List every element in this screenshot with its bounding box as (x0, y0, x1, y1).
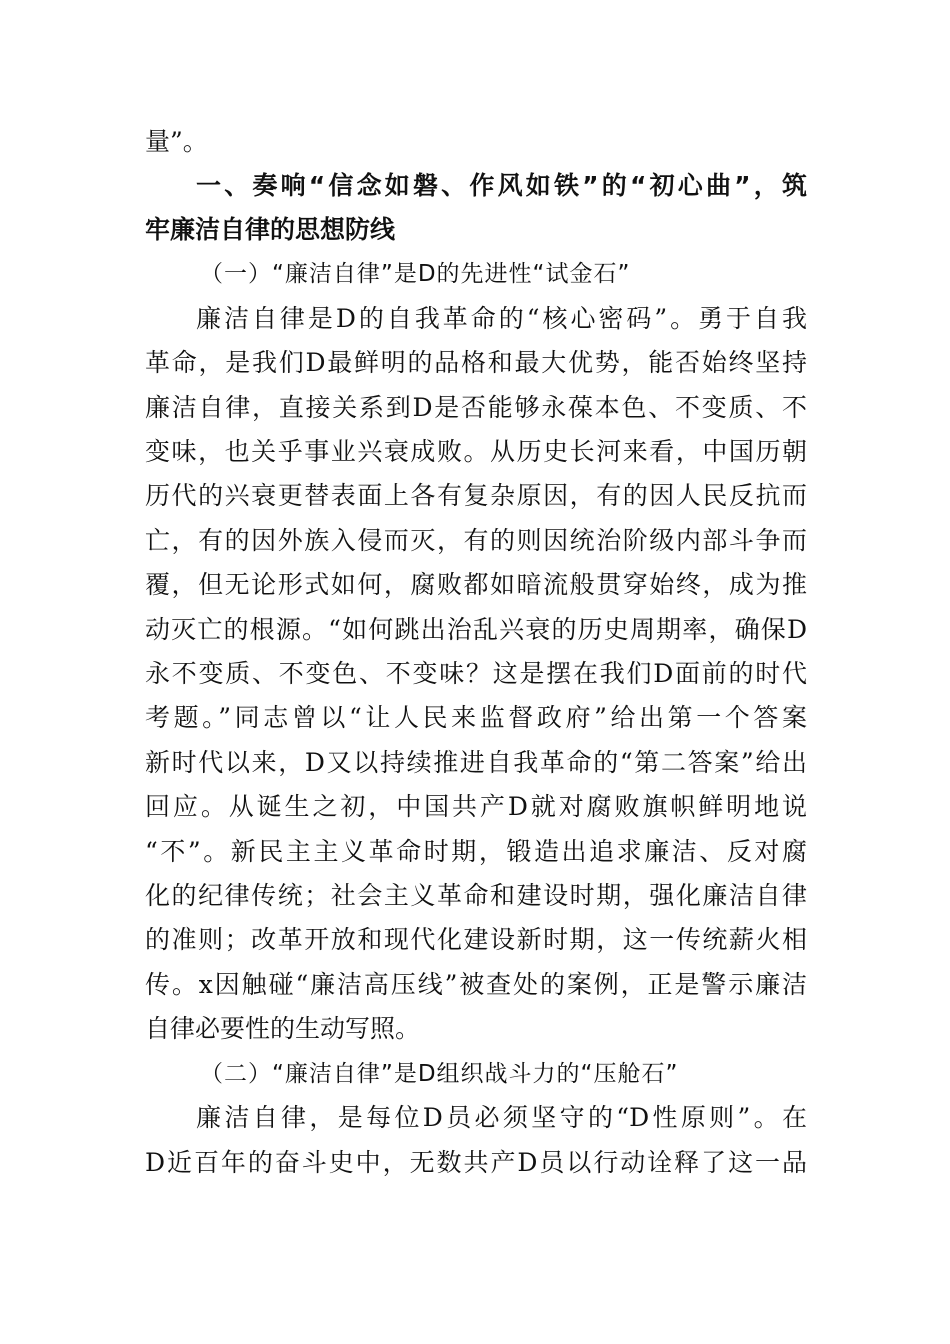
paragraph-1-line-15: 的准则；改革开放和现代化建设新时期，这一传统薪火相 (145, 925, 807, 954)
paragraph-1-line-1: 廉洁自律是D的自我革命的“核心密码”。勇于自我 (196, 304, 807, 333)
paragraph-1-line-3: 廉洁自律，直接关系到D是否能够永葆本色、不变质、不 (145, 393, 807, 422)
paragraph-1-line-2: 革命，是我们D最鲜明的品格和最大优势，能否始终坚持 (145, 348, 807, 377)
paragraph-2-line-2: D近百年的奋斗史中，无数共产D员以行动诠释了这一品 (145, 1148, 807, 1177)
section-heading-1-line-1: 一、奏响“信念如磐、作风如铁”的“初心曲”，筑 (196, 171, 807, 200)
paragraph-tail-line: 量”。 (145, 127, 208, 156)
paragraph-1-line-5: 历代的兴衰更替表面上各有复杂原因，有的因人民反抗而 (145, 481, 807, 510)
paragraph-1-line-14: 化的纪律传统；社会主义革命和建设时期，强化廉洁自律 (145, 881, 807, 910)
paragraph-1-line-12: 回应。从诞生之初，中国共产D就对腐败旗帜鲜明地说 (145, 792, 807, 821)
paragraph-1-line-10: 考题。”同志曾以“让人民来监督政府”给出第一个答案 (145, 703, 807, 732)
subsection-heading-1: （一）“廉洁自律”是D的先进性“试金石” (200, 261, 631, 287)
section-heading-1-line-2: 牢廉洁自律的思想防线 (145, 215, 396, 244)
paragraph-1-line-8: 动灭亡的根源。“如何跳出治乱兴衰的历史周期率，确保D (145, 615, 807, 644)
paragraph-1-line-13: “不”。新民主主义革命时期，锻造出追求廉洁、反对腐 (145, 837, 807, 866)
paragraph-1-line-9: 永不变质、不变色、不变味？这是摆在我们D面前的时代 (145, 659, 807, 688)
paragraph-1-line-7: 覆，但无论形式如何，腐败都如暗流般贯穿始终，成为推 (145, 570, 807, 599)
subsection-heading-2: （二）“廉洁自律”是D组织战斗力的“压舱石” (200, 1061, 679, 1087)
paragraph-1-line-4: 变味，也关乎事业兴衰成败。从历史长河来看，中国历朝 (145, 437, 807, 466)
paragraph-1-line-16: 传。x因触碰“廉洁高压线”被查处的案例，正是警示廉洁 (145, 970, 807, 999)
paragraph-1-line-6: 亡，有的因外族入侵而灭，有的则因统治阶级内部斗争而 (145, 526, 807, 555)
paragraph-1-line-17: 自律必要性的生动写照。 (145, 1014, 421, 1043)
paragraph-1-line-11: 新时代以来，D又以持续推进自我革命的“第二答案”给出 (145, 748, 807, 777)
paragraph-2-line-1: 廉洁自律，是每位D员必须坚守的“D性原则”。在 (196, 1103, 807, 1132)
